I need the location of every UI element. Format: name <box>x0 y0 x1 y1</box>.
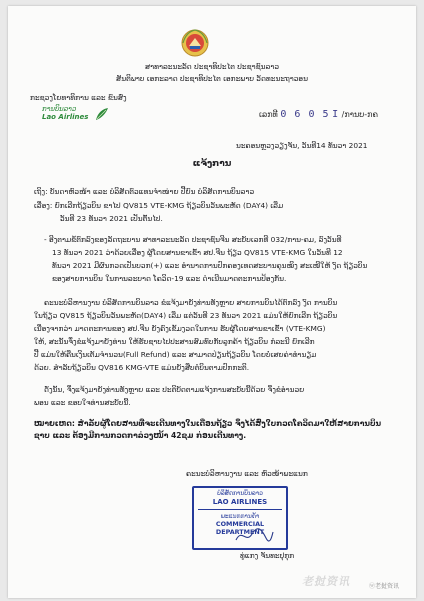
note-text: ໝາຍເຫດ: ສໍາລັບຜູ້ໂດຍສານທີ່ຈະເດີນທາງໃນເດືອນຖ້ຽວ ຈຶ່ງໄດ້ສົ່ງໃບກວດໂຄວິດມາໃຫ້ສາຍການບິນ ຊາບ ແລະ ຕ້ອງມີການກວດກາລ່ວງໜ້າ 42ຊມ ກ່ອນເດີນທາງ. <box>34 419 382 440</box>
to-line: ເຖິງ: ບັນດາຫົວໜ້າ ແລະ ບໍລິສັດຕົວແທນຈໍາໜ່າຍ ປີ້ຍົນ ບໍລິສັດການບິນລາວ <box>34 187 255 196</box>
document-page <box>8 6 416 598</box>
lao-airlines-logo-icon <box>94 106 110 122</box>
para3-line-1: ດັ່ງນັ້ນ, ຈຶ່ງແຈ້ງມາຍັງທ່ານທັງຫຼາຍ ແລະ ປະຕິບັດຕາມແຈ້ງການສະບັບນີ້ດ້ວຍ ຈຶ່ງຂໍອໍານວຍ <box>44 385 305 394</box>
document-title: ແຈ້ງການ <box>192 159 232 169</box>
signer-name: ທູ່ແກງ ຈັນທະປຸກຸກ <box>240 551 295 560</box>
para1-line-4: ຂອງສາຍການບິນ ໃນການລະບາດ ໂຄວິດ-19 ແລະ ດໍາເນີນມາດຕະການປ້ອງກັນ. <box>52 274 287 283</box>
reference-suffix: /ການບ-ກຄ <box>341 110 379 119</box>
para1-line-3: ທັນວາ 2021 ມີຜົນກວດເປັນບວກ(+) ແລະ ອໍານາດການປົກຄອງເທດສະບານຄຸນໝິງ ສະເໜີໃຫ້ ງົດ ຖ້ຽວບິນ <box>52 261 368 270</box>
header-line-1: ສາທາລະນະລັດ ປະຊາທິປະໄຕ ປະຊາຊົນລາວ <box>144 62 279 71</box>
stamp-line-4: COMMERCIAL DEPARTMENT <box>215 520 265 536</box>
stamp-line-2: LAO AIRLINES <box>212 498 268 506</box>
stamp-line-3: ພະແນກການຄ້າ <box>220 513 260 520</box>
para2-line-5: ປີ້ ແມ່ນໃຫ້ຄືນເງິນເຕັມຈໍານວນ(Full Refund) ແລະ ສາມາດປ່ຽນຖ້ຽວບິນ ໂດຍບໍ່ເສຍຄ່າທໍານຽມ <box>34 350 317 359</box>
header-line-2: ສັນຕິພາບ ເອກະລາດ ປະຊາທິປະໄຕ ເອກະພາບ ວັດທະນະຖາວອນ <box>116 74 308 83</box>
para2-line-1: ຄະນະບໍລິຫານງານ ບໍລິສັດການບິນລາວ ຂໍແຈ້ງມາຍັງທ່ານທັງຫຼາຍ ສາຍການບິນໄດ້ຕົກລົງ ງົດ ການບິນ <box>44 298 338 307</box>
reference-number <box>259 109 378 120</box>
para1-line-1: - ອີງຕາມຂໍ້ຕົກລົງຂອງລັດຖະບານ ສາທາລະນະລັດ ປະຊາຊົນຈີນ ສະບັບເລກທີ 032/ການ-ຄມ, ລົງວັນທີ <box>44 235 342 244</box>
subject-line-2: ວັນທີ 23 ທັນວາ 2021 ເປັນຕົ້ນໄປ. <box>60 214 163 223</box>
reference-prefix: ເລກທີ <box>259 110 278 119</box>
ministry-name: ກະຊວງໂຍທາທິການ ແລະ ຂົນສົ່ງ <box>30 93 127 102</box>
national-emblem-icon <box>180 28 210 58</box>
signatory-line: ຄະນະບໍລິຫານງານ ແລະ ຫົວໜ້າພະແນກ <box>186 469 308 478</box>
place-date: ນະຄອນຫຼວງວຽງຈັນ, ວັນທີ14 ທັນວາ 2021 <box>236 141 368 150</box>
watermark-text: 老挝资讯 <box>301 575 353 588</box>
para3-line-2: ພອນ ແລະ ຂອບໃຈທ່ານສະບັບນີ້. <box>34 398 131 407</box>
signature-icon <box>234 526 274 546</box>
watermark-small: ⓦ老挝资讯 <box>369 583 400 590</box>
subject-line-1: ເລື່ອງ: ຍົກເລີກຖ້ຽວບິນ ຂາໄປ QV815 VTE-KMG ຖ້ຽວບິນວັນພະຫັດ (DAY4) ເລີ່ມ <box>34 201 284 210</box>
stamp-line-1: ບໍລິສັດການບິນລາວ <box>217 490 263 497</box>
para2-line-2: ໃນຖ້ຽວ QV815 ຖ້ຽວບິນວັນພະຫັດ(DAY4) ເລີ່ມ ແຕ່ວັນທີ 23 ທັນວາ 2021 ແມ່ນໃຫ້ຍົກເລີກ ຖ້ຽວບິນ <box>34 311 338 320</box>
stamp-divider <box>198 509 282 510</box>
reference-mark: I <box>332 109 340 120</box>
para2-line-3: ເນື່ອງຈາກວ່າ ມາດຕະການຂອງ ສປ.ຈີນ ຍັງຄົງເຂັ້ມງວດໃນການ ຮັບຜູ້ໂດຍສານຂາເຂົ້າ (VTE-KMG) <box>34 324 326 333</box>
reference-digits: 0 6 0 5 <box>280 109 330 120</box>
logo-name: Lao Airlines <box>42 113 89 121</box>
logo-lao-text: ການບິນລາວ <box>42 105 77 113</box>
para2-line-6: ດ້ວຍ. ສໍາລັບຖ້ຽວບິນ QV816 KMG-VTE ແມ່ນຍັງສືບຕໍ່ບິນຕາມປົກກະຕິ. <box>34 363 250 372</box>
para2-line-4: ໃຫ້, ສະນັ້ນຈຶ່ງຂໍແຈ້ງມາຍັງທ່ານ ໃຫ້ຮັບຊາບໄປປະສານສົມທົບກັບລູກຄ້າ ຖ້ຽວບິນ ກໍລະນີ ຍົກເລີກ <box>34 337 315 346</box>
para1-line-2: 13 ທັນວາ 2021 ວ່າດ້ວຍເລື່ອງ ຜູ້ໂດຍສານຂາເຂົ້າ ສປ.ຈີນ ຖ້ຽວ QV815 VTE-KMG ໃນວັນທີ 12 <box>52 248 343 257</box>
